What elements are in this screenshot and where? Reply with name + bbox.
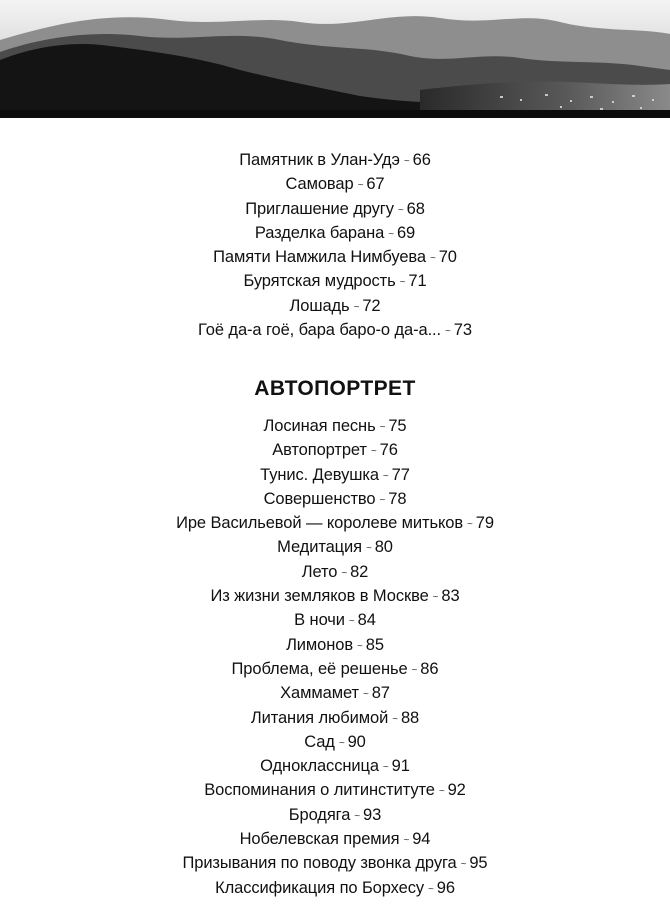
toc-entry [0,851,670,875]
toc-entry-title: Сад [304,732,335,751]
toc-entry-page-number: 90 [347,732,366,751]
toc-entry-title: Памятник в Улан-Удэ [239,151,400,169]
toc-entry-separator: ~ [467,519,473,531]
toc-entry-title: Лето [301,562,338,581]
toc-entry-separator: ~ [411,664,418,676]
toc-entry [0,535,670,559]
toc-entry-title: Приглашение другу [245,199,394,218]
toc-entry-separator: ~ [388,228,394,240]
toc-entry-page-number: 70 [438,248,457,267]
toc-entry-separator: ~ [354,810,361,822]
toc-entry-title: Памяти Намжила Нимбуева [213,248,426,267]
toc-entry [0,172,670,196]
toc-entry-title: Литания любимой [250,708,389,727]
toc-entry-separator: ~ [429,253,436,265]
toc-entry-page-number: 69 [396,223,416,242]
toc-entry [0,463,670,487]
toc-entry-title: Совершенство [263,489,376,508]
toc-entry-title: Тунис. Девушка [260,465,379,484]
toc-entry-title: Бродяга [288,805,351,824]
toc-entry-title: Самовар [285,175,354,194]
toc-entry-separator: ~ [365,543,372,555]
toc-entry [0,414,670,438]
toc-entry-separator: ~ [445,326,451,338]
toc-entry-separator: ~ [362,689,369,701]
toc-entry-page-number: 87 [371,684,390,703]
toc-entry-page-number: 94 [412,830,431,849]
toc-entry-separator: ~ [357,180,364,192]
toc-entry-title: Призывания по поводу звонка друга [182,854,457,873]
toc-entry [0,245,670,269]
toc-entry [0,706,670,730]
toc-entry [0,754,670,778]
toc-entry-title: Классификация по Борхесу [215,878,424,897]
toc-part-1 [0,148,670,342]
toc-entry [0,560,670,584]
toc-entry-separator: ~ [428,883,434,895]
toc-entry-separator: ~ [379,422,386,433]
toc-entry-page-number: 80 [374,538,393,557]
toc-entry [0,657,670,681]
toc-entry-separator: ~ [357,640,363,652]
toc-entry-separator: ~ [399,277,406,289]
toc-entry [0,197,670,221]
mountain-landscape-image [0,0,670,118]
toc-entry-page-number: 85 [365,635,384,654]
toc-entry-separator: ~ [382,762,389,774]
toc-entry-title: Лимонов [286,635,353,654]
toc-entry-title: Гоё да-а гоё, бара баро-о да-а... [198,321,442,340]
toc-entry-separator: ~ [403,835,410,847]
toc-entry-page-number: 78 [388,489,407,508]
toc-entry-title: Лосиная песнь [263,417,376,435]
toc-entry-page-number: 83 [441,587,460,606]
toc-entry-title: Проблема, её решенье [231,659,408,678]
toc-entry-separator: ~ [341,567,348,579]
toc-entry-page-number: 71 [408,272,427,291]
toc-entry [0,511,670,535]
toc-entry [0,221,670,245]
toc-entry-title: Лошадь [289,296,350,315]
toc-entry-title: Хаммамет [280,684,359,703]
toc-entry-title: Медитация [277,538,362,557]
toc-part-2 [0,372,670,900]
toc-entry [0,294,670,318]
toc-entry-page-number: 75 [388,417,407,435]
toc-entry-page-number: 77 [391,465,410,484]
toc-entry-page-number: 88 [400,708,420,727]
toc-entry-page-number: 95 [469,854,488,873]
toc-entry [0,438,670,462]
toc-entry [0,778,670,802]
toc-entry-separator: ~ [348,616,355,628]
toc-entry-page-number: 73 [453,321,472,340]
toc-entry-title: В ночи [294,611,345,630]
toc-entry-title: Из жизни земляков в Москве [210,587,429,606]
toc-entry [0,608,670,632]
toc-entry [0,633,670,657]
toc-entry [0,148,670,172]
toc-entry-separator: ~ [370,446,377,458]
toc-entry [0,803,670,827]
toc-entry [0,269,670,293]
toc-entry-title: Ире Васильевой — королеве митьков [176,514,464,533]
toc-entry [0,730,670,754]
toc-entry-separator: ~ [392,713,398,725]
toc-entry-separator: ~ [432,592,439,604]
toc-entry-page-number: 84 [357,611,376,630]
toc-entry-title: Воспоминания о литинституте [204,781,435,800]
toc-entry-page-number: 91 [391,757,410,776]
toc-entry-page-number: 66 [412,151,431,169]
toc-entry-separator: ~ [438,786,445,798]
toc-entry-title: Бурятская мудрость [243,272,396,291]
toc-entry-page-number: 68 [406,199,425,218]
toc-entry-title: Автопортрет [272,441,367,460]
section-heading: АВТОПОРТРЕТ [254,377,416,400]
toc-entry-separator: ~ [460,859,467,871]
toc-entry-separator: ~ [379,494,386,506]
toc-entry-separator: ~ [353,301,360,313]
toc-entry [0,584,670,608]
toc-entry-title: Разделка барана [254,223,385,242]
toc-entry-separator: ~ [382,470,389,482]
toc-entry [0,876,670,900]
toc-entry-page-number: 96 [436,878,455,897]
toc-entry-page-number: 86 [420,659,439,678]
toc-entry [0,487,670,511]
toc-part-2-list [0,414,670,900]
toc-entry-page-number: 82 [350,562,369,581]
toc-entry-separator: ~ [338,737,345,749]
toc-entry-page-number: 79 [475,514,494,533]
header-landscape-photo [0,0,670,118]
toc-entry-title: Нобелевская премия [239,830,400,849]
toc-entry-separator: ~ [397,204,404,216]
toc-entry [0,318,670,342]
toc-entry-page-number: 76 [379,441,398,460]
toc-entry-page-number: 72 [362,296,381,315]
toc-entry-page-number: 92 [447,781,466,800]
toc-entry-title: Одноклассница [260,757,379,776]
toc-entry [0,681,670,705]
toc-entry [0,827,670,851]
toc-entry-page-number: 93 [363,805,382,824]
toc-entry-page-number: 67 [366,175,385,194]
toc-entry-separator: ~ [403,156,410,167]
